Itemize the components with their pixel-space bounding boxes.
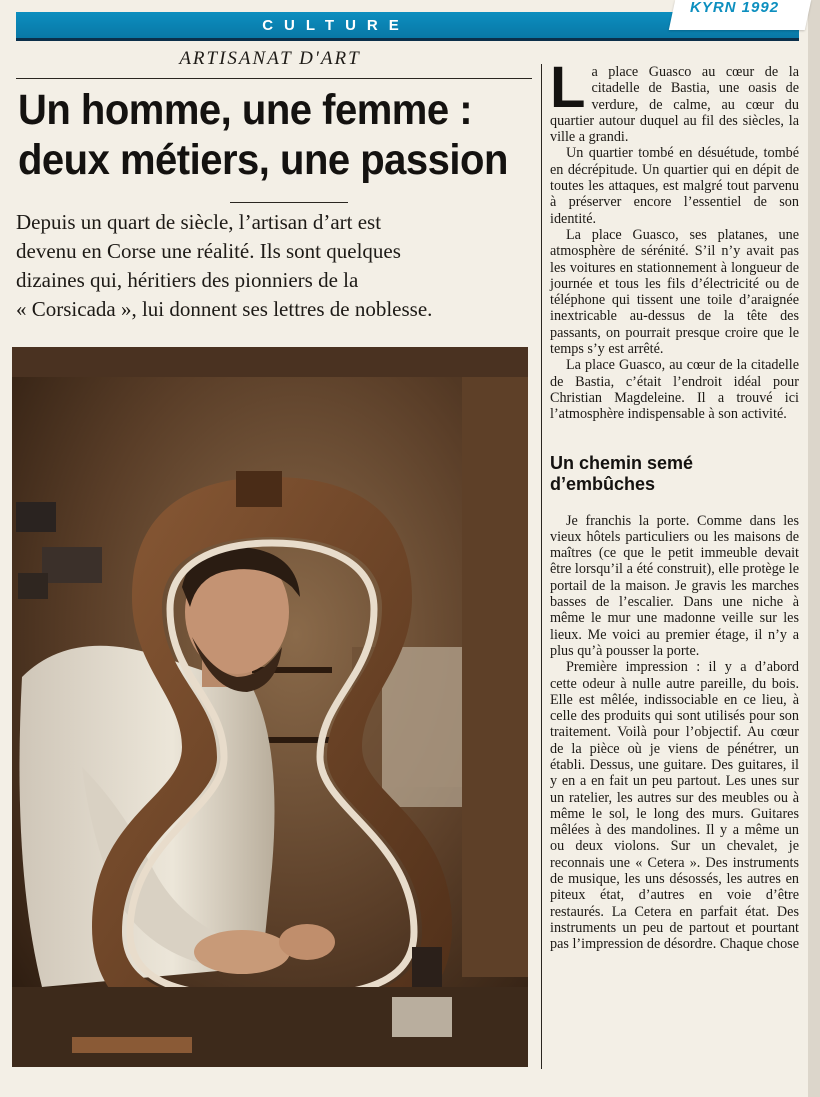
subheading: Un chemin semé d’embûches: [550, 452, 694, 494]
divider-rule: [16, 78, 532, 79]
intro-line: Depuis un quart de siècle, l’artisan d’art est: [16, 210, 382, 234]
headline-line: Un homme, une femme :: [18, 87, 473, 134]
intro-line: devenu en Corse une réalité. Ils sont quelques: [16, 239, 401, 263]
intro-line: « Corsicada », lui donnent ses lettres de noblesse.: [16, 297, 433, 321]
headline-rule: [230, 202, 348, 203]
article-kicker: ARTISANAT D'ART: [179, 48, 361, 69]
paragraph-text: a place Guasco au cœur de la citadelle de Bastia, une oasis de verdure, de calme, au cœur du quartier autour duquel au fil des siècles, la ville a grandi.: [550, 64, 799, 146]
headline: [18, 86, 532, 203]
drop-cap: L: [550, 55, 586, 120]
paragraph: Je franchis la porte. Comme dans les vieux hôtels particuliers ou les maisons de maîtres (ce que le petit immeuble devait être lorsqu’il a été construit), elle protège le portail de la maison. Je gravis les marches basses de l’escalier. Dans une niche à même le mur une madonne veille sur les lieux. Me voici au premier étage, il n’y a plus qu’à pousser la porte.: [550, 512, 799, 659]
article-body: [550, 55, 800, 1074]
section-label: CULTURE: [262, 17, 410, 34]
section-underline: [16, 38, 799, 41]
column-divider: [541, 64, 542, 1069]
paragraph: La place Guasco, ses platanes, une atmosphère de sérénité. S’il n’y avait pas les voitures en stationnement à longueur de journée et tous les fils d’électricité ou de téléphone qui tissent une toile d’araignée inextricable au-dessus de la tête des passants, on pourrait presque croire que le temps s’y est arrêté.: [550, 226, 799, 358]
photo-illustration: [12, 347, 528, 1067]
page-edge: [808, 0, 820, 1097]
intro-paragraph: [16, 208, 536, 336]
paragraph: Première impression : il y a d’abord cette odeur à nulle autre pareille, du bois. Elle est mêlée, indissociable en ce lieu, à celle des produits qui sont utilisés pour son traitement. Voilà pour l’objectif. Au cœur de la pièce où je viens de pénétrer, un établi. Dessus, une guitare. Des guitares, il y en a en fait un peu partout. Les unes sur un ratelier, les autres sur des meubles ou à même le sol, le long des murs. Guitares mêlées à des mandolines. Il y a même un ou deux violons. Sur un chevalet, je reconnais une « Cetera ». Des instruments de musique, les uns désossés, les autres en piteux état, d’autres en voie d’être restaurés. La Cetera en parfait état. Des instruments un peu de partout et pourtant pas l’impression de désordre. Chaque chose: [550, 659, 800, 953]
guitar-maker-photo: [12, 347, 528, 1067]
issue-tag: KYRN 1992: [690, 0, 780, 16]
headline-line: deux métiers, une passion: [18, 136, 508, 184]
paragraph: Un quartier tombé en désuétude, tombé en décrépitude. Un quartier qui en dépit de toutes les attaques, est malgré tout parvenu à préserver encore l’essentiel de son identité.: [550, 145, 799, 227]
paragraph: La place Guasco, au cœur de la citadelle de Bastia, c’était l’endroit idéal pour Christian Magdeleine. Il a trouvé ici l’atmosphère indispensable à son activité.: [550, 357, 799, 423]
intro-line: dizaines qui, héritiers des pionniers de la: [16, 268, 359, 292]
paragraph: [550, 55, 799, 146]
